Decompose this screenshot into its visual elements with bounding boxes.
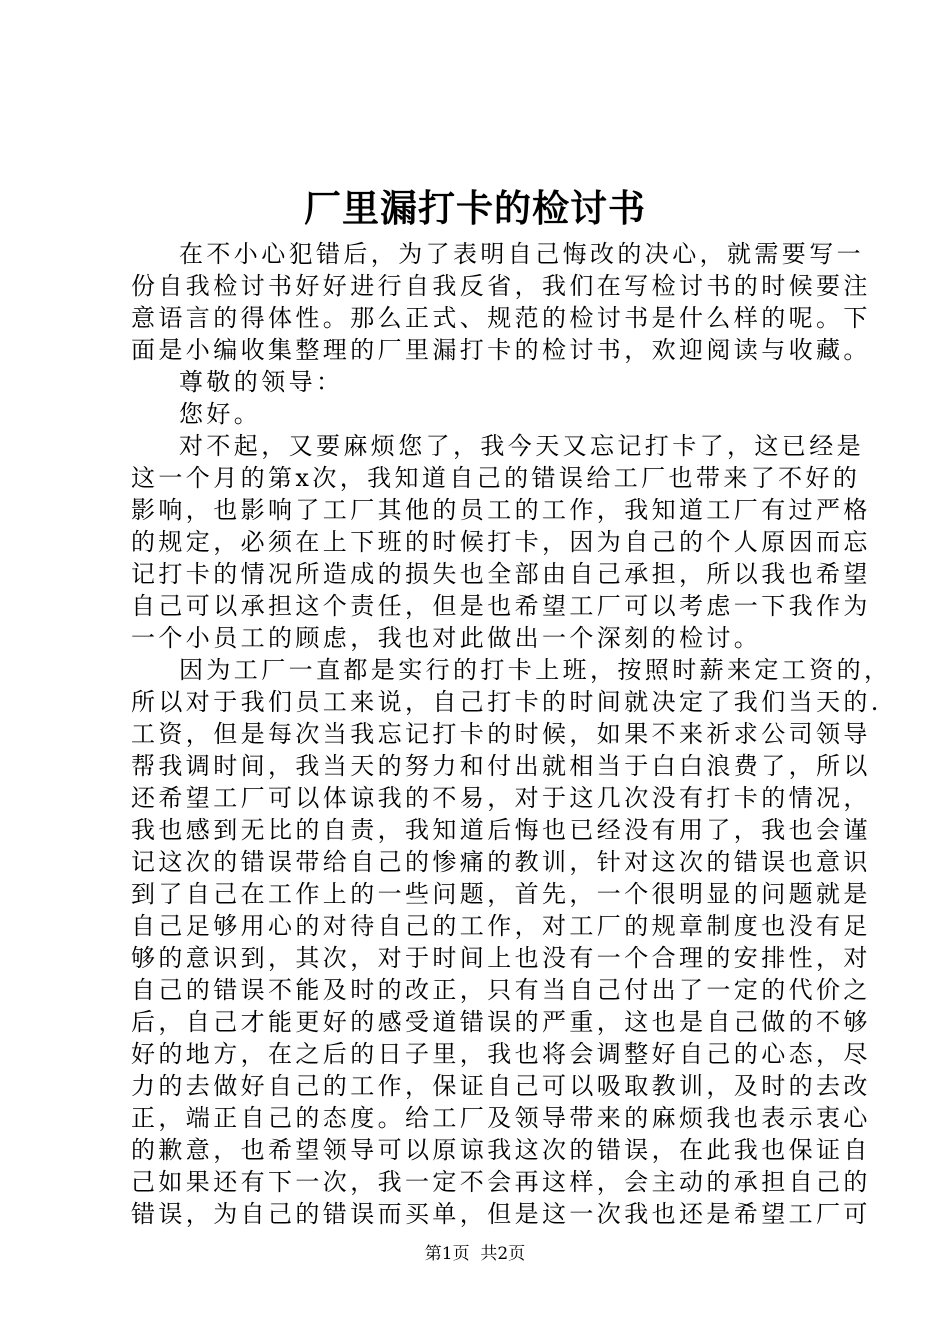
body-line: 自己可以承担这个责任，但是也希望工厂可以考虑一下我作为 — [131, 592, 871, 620]
body-line: 意语言的得体性。那么正式、规范的检讨书是什么样的呢。下 — [131, 304, 871, 332]
body-line: 到了自己在工作上的一些问题，首先，一个很明显的问题就是 — [131, 880, 871, 908]
body-line: 记打卡的情况所造成的损失也全部由自己承担，所以我也希望 — [131, 560, 871, 588]
body-line: 我也感到无比的自责，我知道后悔也已经没有用了，我也会谨 — [131, 816, 871, 844]
body-line: 自己的错误不能及时的改正，只有当自己付出了一定的代价之 — [131, 976, 871, 1004]
document-title: 厂里漏打卡的检讨书 — [304, 186, 646, 230]
body-line: 帮我调时间，我当天的努力和付出就相当于白白浪费了，所以 — [131, 752, 871, 780]
page-number-footer: 第1页 共2页 — [424, 1244, 526, 1264]
body-line: 因为工厂一直都是实行的打卡上班，按照时薪来定工资的， — [179, 656, 892, 684]
body-line: 记这次的错误带给自己的惨痛的教训，针对这次的错误也意识 — [131, 848, 871, 876]
body-line: 影响，也影响了工厂其他的员工的工作，我知道工厂有过严格 — [131, 496, 871, 524]
body-line: 力的去做好自己的工作，保证自己可以吸取教训，及时的去改 — [131, 1072, 871, 1100]
salutation: 尊敬的领导： — [179, 368, 344, 396]
body-line: 份自我检讨书好好进行自我反省，我们在写检讨书的时候要注 — [131, 272, 871, 300]
body-line: 工资，但是每次当我忘记打卡的时候，如果不来祈求公司领导 — [131, 720, 871, 748]
body-line: 自己足够用心的对待自己的工作，对工厂的规章制度也没有足 — [131, 912, 871, 940]
body-line: 在不小心犯错后，为了表明自己悔改的决心，就需要写一 — [179, 240, 864, 268]
body-line: 错误，为自己的错误而买单，但是这一次我也还是希望工厂可 — [131, 1200, 871, 1228]
body-line: 正，端正自己的态度。给工厂及领导带来的麻烦我也表示衷心 — [131, 1104, 871, 1132]
body-line: 后，自己才能更好的感受道错误的严重，这也是自己做的不够 — [131, 1008, 871, 1036]
body-line: 一个小员工的顾虑，我也对此做出一个深刻的检讨。 — [131, 624, 762, 652]
body-line: 面是小编收集整理的厂里漏打卡的检讨书，欢迎阅读与收藏。 — [131, 336, 871, 364]
greeting: 您好。 — [179, 400, 262, 428]
body-line: 己如果还有下一次，我一定不会再这样，会主动的承担自己的 — [131, 1168, 871, 1196]
body-line: 还希望工厂可以体谅我的不易，对于这几次没有打卡的情况， — [131, 784, 871, 812]
body-line: 够的意识到，其次，对于时间上也没有一个合理的安排性，对 — [131, 944, 871, 972]
body-line: 这一个月的第x次，我知道自己的错误给工厂也带来了不好的 — [131, 464, 861, 492]
body-line: 的歉意，也希望领导可以原谅我这次的错误，在此我也保证自 — [131, 1136, 871, 1164]
body-line: 的规定，必须在上下班的时候打卡，因为自己的个人原因而忘 — [131, 528, 871, 556]
body-line: 所以对于我们员工来说，自己打卡的时间就决定了我们当天的. — [131, 688, 882, 716]
body-line: 好的地方，在之后的日子里，我也将会调整好自己的心态，尽 — [131, 1040, 871, 1068]
body-line: 对不起，又要麻烦您了，我今天又忘记打卡了，这已经是 — [179, 432, 864, 460]
